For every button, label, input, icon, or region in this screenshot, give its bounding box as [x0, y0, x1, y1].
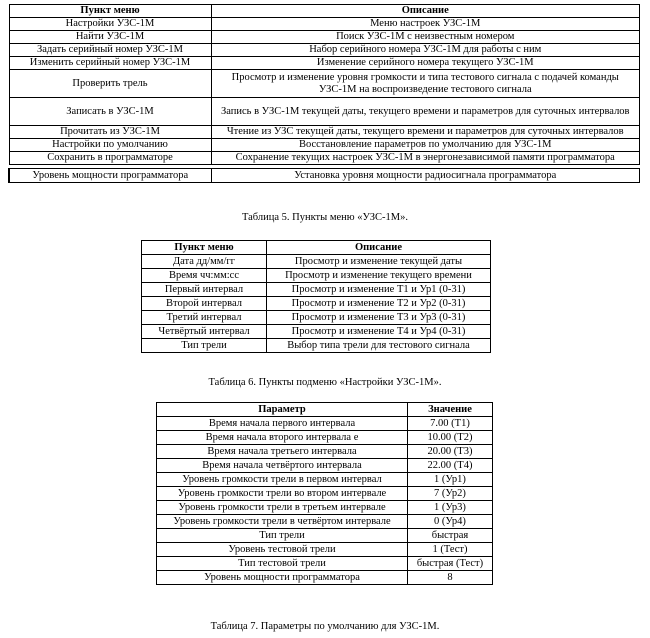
cell-description: Чтение из УЗС текущей даты, текущего времени и параметров для суточных интервалов: [211, 126, 640, 139]
table-row: [142, 311, 491, 325]
cell-parameter: Уровень мощности программатора: [157, 571, 408, 585]
table-row: [157, 459, 493, 473]
cell-menu-item: Настройки УЗС-1М: [9, 18, 211, 31]
cell-menu-item: Четвёртый интервал: [142, 325, 267, 339]
column-header-description: Описание: [211, 5, 640, 18]
table-row: [142, 269, 491, 283]
cell-menu-item: Настройки по умолчанию: [9, 139, 211, 152]
table-header-row: [9, 5, 640, 18]
cell-description: Просмотр и изменение текущей даты: [267, 255, 491, 269]
table-row: [142, 297, 491, 311]
cell-menu-item: Записать в УЗС-1М: [9, 98, 211, 126]
table-row: [157, 501, 493, 515]
cell-parameter: Уровень тестовой трели: [157, 543, 408, 557]
cell-parameter: Тип трели: [157, 529, 408, 543]
table-row: [157, 557, 493, 571]
cell-menu-item: Прочитать из УЗС-1М: [9, 126, 211, 139]
column-header-description: Описание: [267, 241, 491, 255]
cell-value: 8: [408, 571, 493, 585]
cell-menu-item: Задать серийный номер УЗС-1М: [9, 44, 211, 57]
cell-value: 1 (Ур3): [408, 501, 493, 515]
cell-value: 0 (Ур4): [408, 515, 493, 529]
cell-menu-item: Время чч:мм:сс: [142, 269, 267, 283]
table-row: [157, 571, 493, 585]
cell-parameter: Время начала второго интервала е: [157, 431, 408, 445]
cell-description: Просмотр и изменение Т1 и Ур1 (0-31): [267, 283, 491, 297]
table-row: [157, 473, 493, 487]
cell-menu-item: Уровень мощности программатора: [9, 169, 211, 183]
table-row: [9, 139, 640, 152]
cell-menu-item: Третий интервал: [142, 311, 267, 325]
cell-menu-item: Проверить трель: [9, 70, 211, 98]
cell-description: Запись в УЗС-1М текущей даты, текущего времени и параметров для суточных интервалов: [211, 98, 640, 126]
cell-menu-item: Тип трели: [142, 339, 267, 353]
cell-value: 7 (Ур2): [408, 487, 493, 501]
table-row: [157, 445, 493, 459]
cell-menu-item: Сохранить в программаторе: [9, 152, 211, 165]
table-caption: Таблица 7. Параметры по умолчанию для УЗС-1М.: [210, 621, 440, 632]
column-header-menu-item: Пункт меню: [9, 5, 211, 18]
table-row: [9, 152, 640, 165]
cell-description: Установка уровня мощности радиосигнала программатора: [211, 169, 640, 183]
table-header-row: [157, 403, 493, 417]
cell-parameter: Тип тестовой трели: [157, 557, 408, 571]
cell-value: 10.00 (Т2): [408, 431, 493, 445]
cell-description: Просмотр и изменение Т2 и Ур2 (0-31): [267, 297, 491, 311]
cell-parameter: Уровень громкости трели в четвёртом интервале: [157, 515, 408, 529]
table-row: [142, 283, 491, 297]
cell-value: 22.00 (Т4): [408, 459, 493, 473]
table-submenu-items: [141, 240, 491, 353]
cell-description: Выбор типа трели для тестового сигнала: [267, 339, 491, 353]
table-row: [142, 255, 491, 269]
column-header-parameter: Параметр: [157, 403, 408, 417]
table-row: [157, 417, 493, 431]
cell-parameter: Время начала четвёртого интервала: [157, 459, 408, 473]
table-row: [9, 44, 640, 57]
table-row: [9, 98, 640, 126]
cell-description: Набор серийного номера УЗС-1М для работы с ним: [211, 44, 640, 57]
cell-value: быстрая (Тест): [408, 557, 493, 571]
cell-description: Просмотр и изменение уровня громкости и типа тестового сигнала с подачей команды УЗС-1М на воспроизведение тестового сигнала: [211, 70, 640, 98]
cell-description: Изменение серийного номера текущего УЗС-1М: [211, 57, 640, 70]
cell-value: быстрая: [408, 529, 493, 543]
cell-description: Меню настроек УЗС-1М: [211, 18, 640, 31]
table-row: [9, 126, 640, 139]
column-header-value: Значение: [408, 403, 493, 417]
cell-description: Сохранение текущих настроек УЗС-1М в энергонезависимой памяти программатора: [211, 152, 640, 165]
table-default-parameters: [156, 402, 493, 585]
cell-value: 1 (Тест): [408, 543, 493, 557]
table-row: [142, 325, 491, 339]
table-row: [157, 529, 493, 543]
column-header-menu-item: Пункт меню: [142, 241, 267, 255]
cell-parameter: Уровень громкости трели в третьем интервале: [157, 501, 408, 515]
table-row: [9, 18, 640, 31]
table-header-row: [142, 241, 491, 255]
table-row: [9, 31, 640, 44]
cell-parameter: Время начала третьего интервала: [157, 445, 408, 459]
cell-menu-item: Первый интервал: [142, 283, 267, 297]
table-caption: Таблица 5. Пункты меню «УЗС-1М».: [241, 212, 408, 223]
table-row: [142, 339, 491, 353]
table-row: [157, 543, 493, 557]
table-row: [157, 487, 493, 501]
table-menu-items: [8, 4, 640, 183]
cell-value: 20.00 (Т3): [408, 445, 493, 459]
table-row: [9, 70, 640, 98]
cell-menu-item: Изменить серийный номер УЗС-1М: [9, 57, 211, 70]
cell-description: Просмотр и изменение Т3 и Ур3 (0-31): [267, 311, 491, 325]
cell-value: 1 (Ур1): [408, 473, 493, 487]
cell-value: 7.00 (Т1): [408, 417, 493, 431]
cell-description: Просмотр и изменение Т4 и Ур4 (0-31): [267, 325, 491, 339]
cell-parameter: Уровень громкости трели в первом интервал: [157, 473, 408, 487]
cell-menu-item: Второй интервал: [142, 297, 267, 311]
cell-description: Поиск УЗС-1М с неизвестным номером: [211, 31, 640, 44]
table-caption: Таблица 6. Пункты подменю «Настройки УЗС-1М».: [208, 377, 442, 388]
cell-menu-item: Найти УЗС-1М: [9, 31, 211, 44]
cell-menu-item: Дата дд/мм/гг: [142, 255, 267, 269]
cell-parameter: Уровень громкости трели во втором интервале: [157, 487, 408, 501]
cell-description: Восстановление параметров по умолчанию для УЗС-1М: [211, 139, 640, 152]
table-row: [157, 431, 493, 445]
cell-parameter: Время начала первого интервала: [157, 417, 408, 431]
table-row: [9, 169, 640, 183]
table-row: [9, 57, 640, 70]
table-row: [157, 515, 493, 529]
cell-description: Просмотр и изменение текущего времени: [267, 269, 491, 283]
